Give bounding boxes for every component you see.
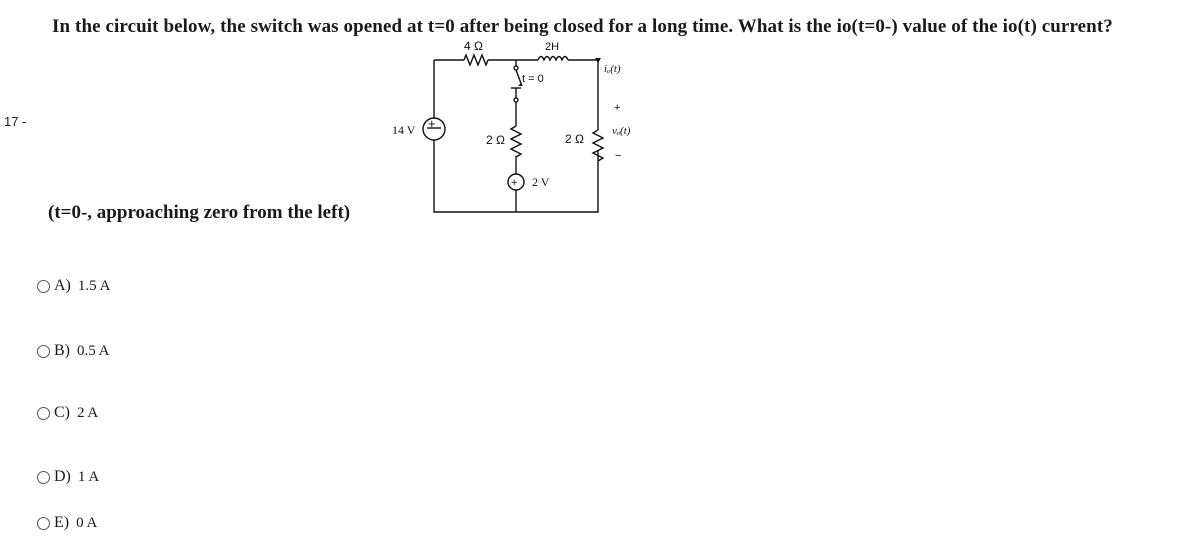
option-c[interactable] xyxy=(37,404,98,422)
option-value: 0 A xyxy=(76,514,98,531)
option-value: 1 A xyxy=(77,468,100,485)
option-d[interactable] xyxy=(37,468,99,486)
radio-icon[interactable] xyxy=(37,407,50,420)
r-4ohm-label: 4 Ω xyxy=(464,40,483,53)
option-value: 1.5 A xyxy=(77,277,111,294)
source-2v-plus: + xyxy=(511,177,518,189)
option-value: 2 A xyxy=(77,404,99,421)
option-letter: C) xyxy=(54,404,70,421)
option-letter: B) xyxy=(54,342,70,359)
io-label: iₒ(t) xyxy=(604,63,621,75)
resistor-2ohm-mid xyxy=(511,126,521,157)
vo-plus: + xyxy=(614,102,621,114)
time-note: (t=0-, approaching zero from the left) xyxy=(48,202,351,223)
option-letter: A) xyxy=(54,277,71,294)
vo-minus: − xyxy=(615,150,622,162)
r-right-label: 2 Ω xyxy=(565,132,584,146)
switch-label: t = 0 xyxy=(522,73,544,85)
radio-icon[interactable] xyxy=(37,280,50,293)
option-a[interactable] xyxy=(37,277,110,295)
source-14v-label: 14 V xyxy=(392,123,416,137)
source-14v-plus: + xyxy=(428,116,436,131)
r-mid-label: 2 Ω xyxy=(486,133,505,147)
radio-icon[interactable] xyxy=(37,517,50,530)
option-e[interactable] xyxy=(37,514,97,532)
vo-label: vₒ(t) xyxy=(612,125,631,137)
option-value: 0.5 A xyxy=(77,342,110,359)
inductor-2h xyxy=(538,57,568,61)
radio-icon[interactable] xyxy=(37,471,50,484)
question-text: In the circuit below, the switch was opened at t=0 after being closed for a long time. What is the io(t=0-) value of the io(t) current? xyxy=(52,16,1113,37)
radio-icon[interactable] xyxy=(37,345,50,358)
resistor-4ohm xyxy=(464,55,488,65)
circuit-diagram xyxy=(380,40,640,220)
option-b[interactable] xyxy=(37,342,110,360)
option-letter: D) xyxy=(54,468,71,485)
source-2v-label: 2 V xyxy=(532,175,550,189)
inductor-label: 2H xyxy=(545,41,560,53)
question-number: 17 - xyxy=(4,114,27,129)
option-letter: E) xyxy=(54,514,70,531)
